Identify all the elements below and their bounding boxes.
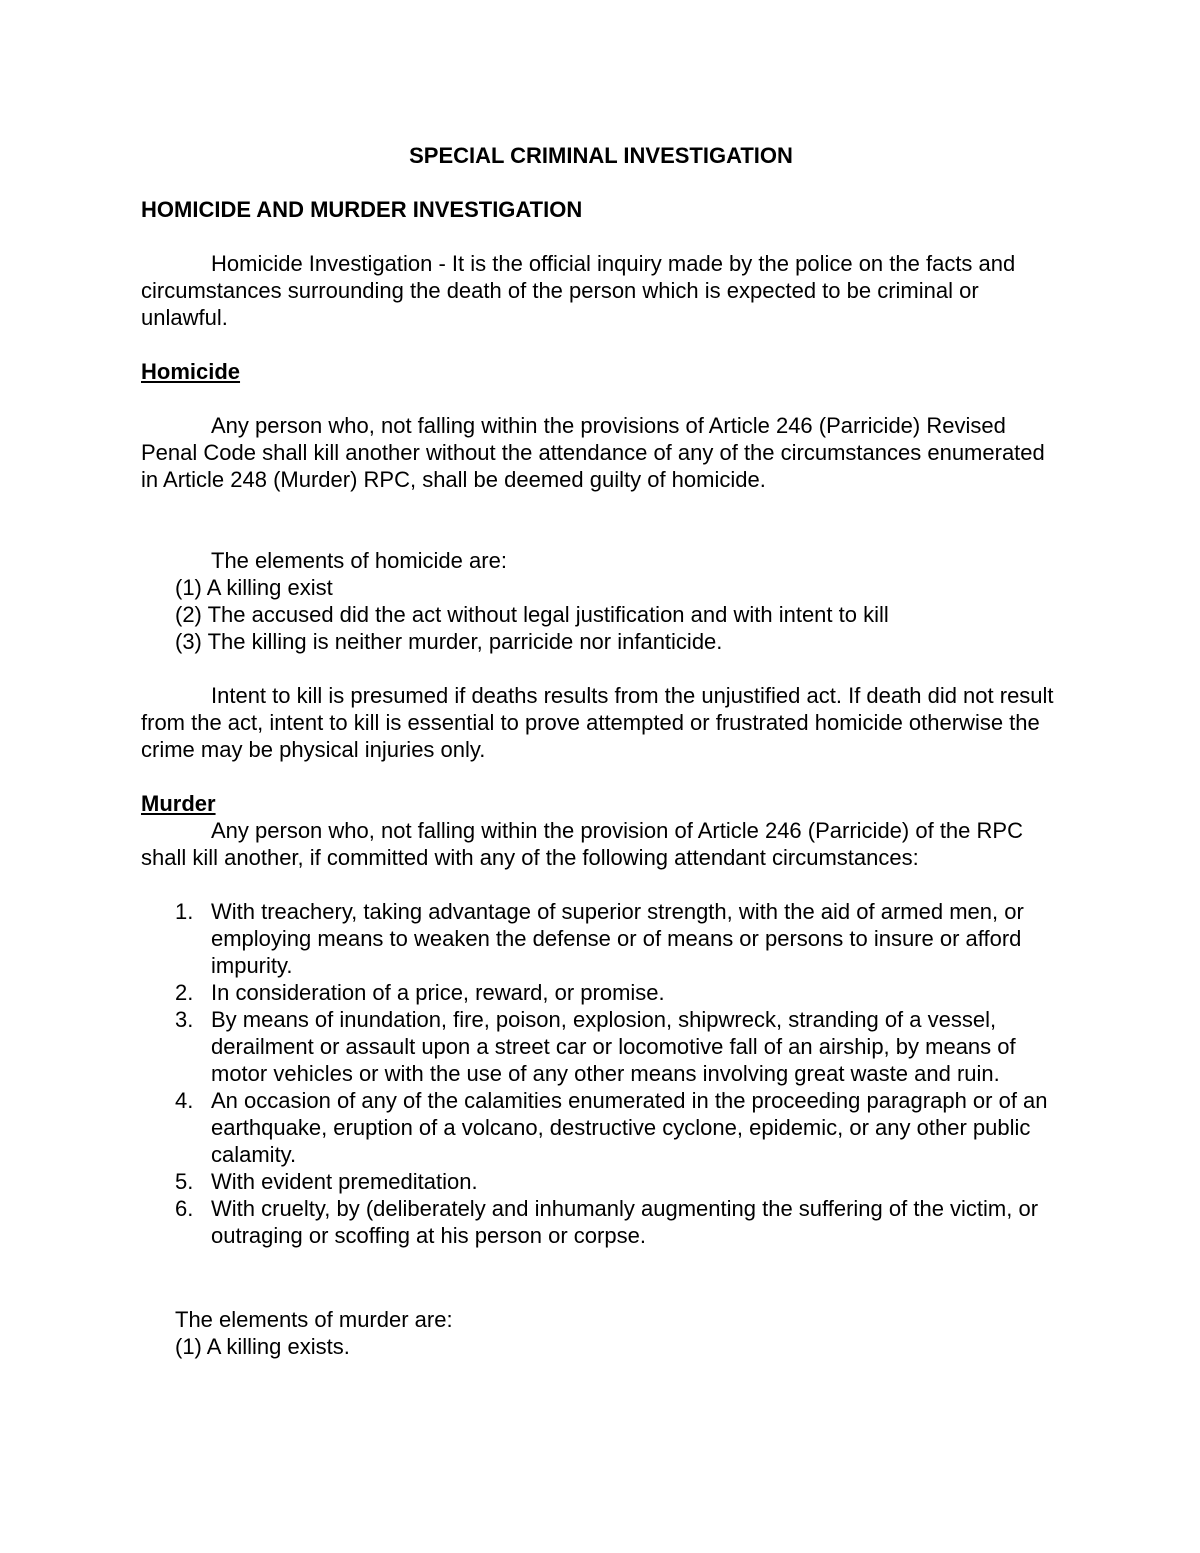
list-item [141,1168,1061,1195]
murder-heading: Murder [141,791,216,816]
list-number: 4. [175,1088,194,1113]
list-item [141,1006,1061,1087]
intro-paragraph: Homicide Investigation - It is the official inquiry made by the police on the facts and circumstances surrounding the death of the person which is expected to be criminal or unlawful. [141,251,1016,330]
murder-definition: Any person who, not falling within the provision of Article 246 (Parricide) of the RPC shall kill another, if committed with any of the following attendant circumstances: [141,818,1023,870]
list-item [141,979,1061,1006]
homicide-elements-intro: The elements of homicide are: [211,548,507,573]
list-text: In consideration of a price, reward, or promise. [211,980,665,1005]
document-title: SPECIAL CRIMINAL INVESTIGATION [409,143,793,168]
list-text: With treachery, taking advantage of superior strength, with the aid of armed men, or employing means to weaken the defense or of means or persons to insure or afford impurity. [211,899,1024,978]
list-text: With cruelty, by (deliberately and inhumanly augmenting the suffering of the victim, or outraging or scoffing at his person or corpse. [211,1196,1039,1248]
list-item: (1) A killing exists. [175,1334,350,1359]
list-number: 1. [175,899,194,924]
list-item: (2) The accused did the act without legal justification and with intent to kill [175,602,889,627]
murder-elements-intro: The elements of murder are: [175,1307,453,1332]
list-text: An occasion of any of the calamities enumerated in the proceeding paragraph or of an earthquake, eruption of a volcano, destructive cyclone, epidemic, or any other public calamity. [211,1088,1048,1167]
list-item: (3) The killing is neither murder, parricide nor infanticide. [175,629,723,654]
list-number: 5. [175,1169,194,1194]
list-number: 2. [175,980,194,1005]
homicide-elements-list [175,574,889,655]
list-number: 3. [175,1007,194,1032]
list-text: By means of inundation, fire, poison, explosion, shipwreck, stranding of a vessel, derailment or assault upon a street car or locomotive fall of an airship, by means of motor vehicles or with the use of any other means involving great waste and ruin. [211,1007,1016,1086]
intent-paragraph: Intent to kill is presumed if deaths results from the unjustified act. If death did not result from the act, intent to kill is essential to prove attempted or frustrated homicide otherwise the crime may be physical injuries only. [141,683,1054,762]
homicide-heading: Homicide [141,359,241,384]
list-number: 6. [175,1196,194,1221]
list-item [141,1087,1061,1168]
list-item: (1) A killing exist [175,575,333,600]
list-item [141,1195,1061,1249]
section-heading: HOMICIDE AND MURDER INVESTIGATION [141,197,583,222]
list-item [141,898,1061,979]
homicide-definition: Any person who, not falling within the provisions of Article 246 (Parricide) Revised Penal Code shall kill another without the attendance of any of the circumstances enumerated in Article 248 (Murder) RPC, shall be deemed guilty of homicide. [141,413,1045,492]
murder-circumstances-list [141,898,1061,1249]
list-text: With evident premeditation. [211,1169,478,1194]
murder-elements-list [175,1333,350,1360]
